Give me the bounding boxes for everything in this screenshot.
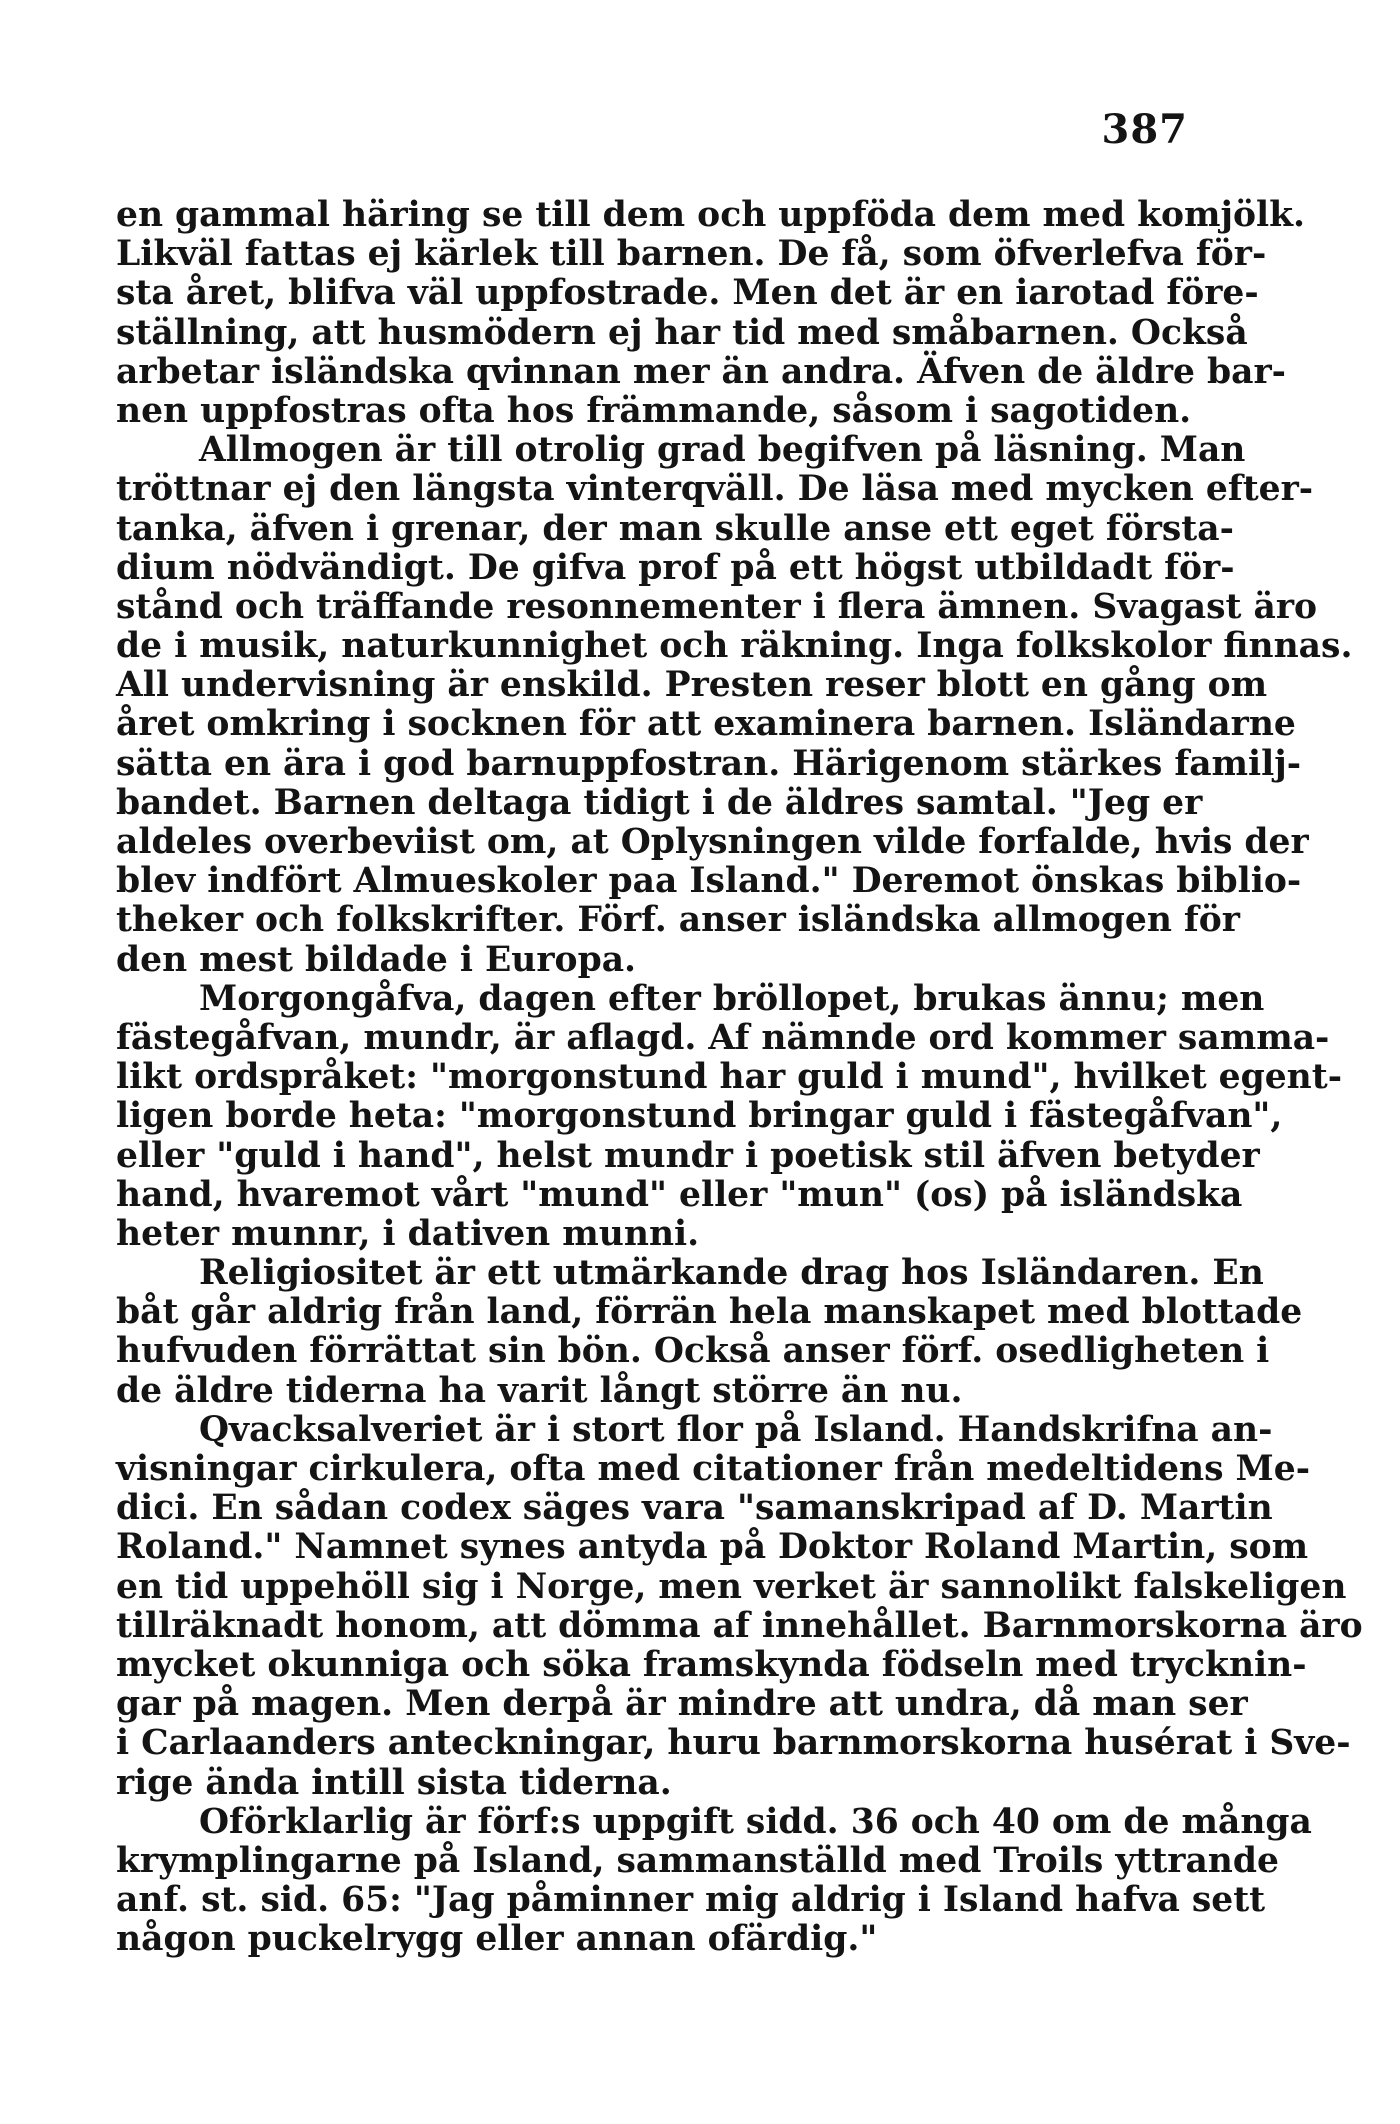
text-line: eller "guld i hand", helst mundr i poetisk stil äfven betyder bbox=[116, 1135, 1260, 1176]
text-line: hand, hvaremot vårt "mund" eller "mun" (os) på isländska bbox=[116, 1174, 1243, 1215]
text-line: fästegåfvan, mundr, är aflagd. Af nämnde ord kommer samma- bbox=[116, 1017, 1330, 1058]
text-line: en tid uppehöll sig i Norge, men verket är sannolikt falskeligen bbox=[116, 1566, 1347, 1607]
text-line: i Carlaanders anteckningar, huru barnmorskorna husérat i Sve- bbox=[116, 1723, 1351, 1764]
text-line: All undervisning är enskild. Presten reser blott en gång om bbox=[116, 665, 1268, 706]
body-text bbox=[116, 195, 1363, 1960]
text-line: den mest bildade i Europa. bbox=[116, 939, 637, 980]
text-line: Likväl fattas ej kärlek till barnen. De få, som öfverlefva för- bbox=[116, 234, 1267, 275]
text-line: en gammal häring se till dem och uppföda dem med komjölk. bbox=[116, 195, 1306, 235]
text-line: likt ordspråket: "morgonstund har guld i mund", hvilket egent- bbox=[116, 1057, 1343, 1098]
text-line: hufvuden förrättat sin bön. Också anser förf. osedligheten i bbox=[116, 1331, 1270, 1372]
text-line: dium nödvändigt. De gifva prof på ett högst utbildadt för- bbox=[116, 547, 1235, 588]
text-line: ligen borde heta: "morgonstund bringar guld i fästegåfvan", bbox=[116, 1096, 1283, 1137]
text-line: stånd och träffande resonnementer i flera ämnen. Svagast äro bbox=[116, 586, 1318, 627]
text-line: Morgongåfva, dagen efter bröllopet, brukas ännu; men bbox=[199, 978, 1265, 1019]
text-line: Oförklarlig är förf:s uppgift sidd. 36 och 40 om de många bbox=[199, 1801, 1312, 1842]
text-line: arbetar isländska qvinnan mer än andra. Äfven de äldre bar- bbox=[116, 351, 1286, 392]
text-line: visningar cirkulera, ofta med citationer från medeltidens Me- bbox=[116, 1449, 1311, 1489]
text-line: någon puckelrygg eller annan ofärdig." bbox=[116, 1919, 878, 1960]
text-line: året omkring i socknen för att examinera barnen. Isländarne bbox=[116, 704, 1296, 745]
text-line: ställning, att husmödern ej har tid med småbarnen. Också bbox=[116, 312, 1248, 353]
text-line: Qvacksalveriet är i stort flor på Island. Handskrifna an- bbox=[199, 1409, 1273, 1450]
text-line: blev indfört Almueskoler paa Island." Deremot önskas biblio- bbox=[116, 861, 1302, 902]
text-line: anf. st. sid. 65: "Jag påminner mig aldrig i Island hafva sett bbox=[116, 1880, 1266, 1921]
text-line: heter munnr, i dativen munni. bbox=[116, 1213, 700, 1254]
page-number: 387 bbox=[1101, 106, 1188, 153]
text-line: gar på magen. Men derpå är mindre att undra, då man ser bbox=[116, 1684, 1248, 1725]
text-line: bandet. Barnen deltaga tidigt i de äldres samtal. "Jeg er bbox=[116, 782, 1203, 823]
text-line: de äldre tiderna ha varit långt större än nu. bbox=[116, 1370, 963, 1411]
text-line: Religiositet är ett utmärkande drag hos Isländaren. En bbox=[199, 1253, 1264, 1294]
text-line: Roland." Namnet synes antyda på Doktor Roland Martin, som bbox=[116, 1527, 1309, 1568]
text-line: tillräknadt honom, att dömma af innehållet. Barnmorskorna äro bbox=[116, 1605, 1363, 1646]
text-line: sätta en ära i god barnuppfostran. Härigenom stärkes familj- bbox=[116, 743, 1302, 784]
text-line: nen uppfostras ofta hos främmande, såsom i sagotiden. bbox=[116, 390, 1192, 431]
text-line: krymplingarne på Island, sammanställd med Troils yttrande bbox=[116, 1840, 1279, 1881]
text-line: båt går aldrig från land, förrän hela manskapet med blottade bbox=[116, 1292, 1303, 1333]
text-line: tanka, äfven i grenar, der man skulle anse ett eget första- bbox=[116, 508, 1234, 549]
text-line: tröttnar ej den längsta vinterqväll. De läsa med mycken efter- bbox=[116, 469, 1314, 510]
text-line: Allmogen är till otrolig grad begifven på läsning. Man bbox=[199, 430, 1246, 471]
text-line: aldeles overbeviist om, at Oplysningen vilde forfalde, hvis der bbox=[116, 822, 1309, 862]
text-line: dici. En sådan codex säges vara "samanskripad af D. Martin bbox=[116, 1488, 1273, 1529]
text-line: mycket okunniga och söka framskynda födseln med trycknin- bbox=[116, 1644, 1307, 1685]
text-line: sta året, blifva väl uppfostrade. Men det är en iarotad före- bbox=[116, 273, 1259, 314]
text-line: theker och folkskrifter. Förf. anser isländska allmogen för bbox=[116, 900, 1240, 941]
text-line: de i musik, naturkunnighet och räkning. Inga folkskolor finnas. bbox=[116, 626, 1353, 667]
text-line: rige ända intill sista tiderna. bbox=[116, 1762, 672, 1803]
